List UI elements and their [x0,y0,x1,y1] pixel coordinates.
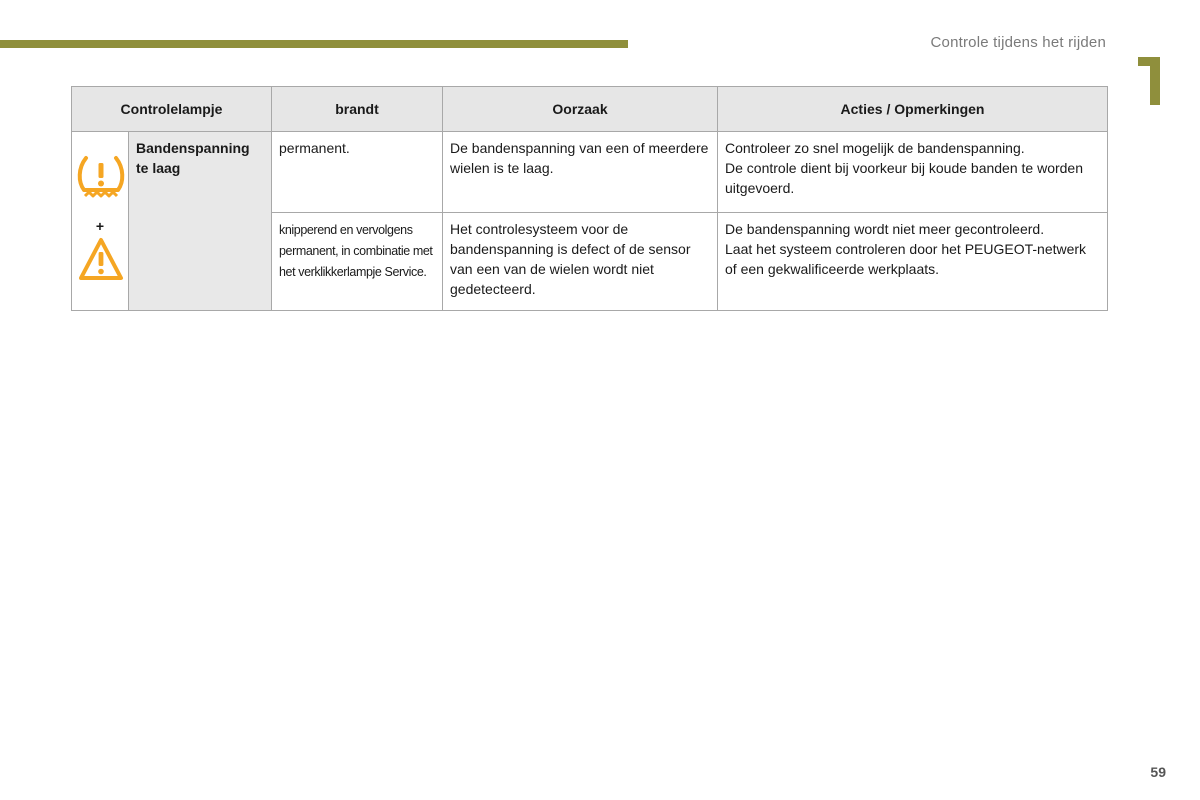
action-line: De bandenspanning wordt niet meer gecontroleerd. [725,221,1045,238]
column-header-controlelampje: Controlelampje [72,87,272,132]
oorzaak-cell: De bandenspanning van een of meerdere wielen is te laag. [443,132,718,213]
action-line: Controleer zo snel mogelijk de bandenspanning. [725,140,1025,156]
accent-bar [0,40,628,48]
action-line: Laat het systeem controleren door het PEUGEOT-netwerk of een gekwalificeerde werkplaats. [725,241,1087,278]
chapter-number [1138,57,1160,105]
table-header-row [72,87,1108,132]
acties-cell [718,132,1108,213]
action-line: De controle dient bij voorkeur bij koude banden te worden uitgevoerd. [725,160,1084,196]
column-header-oorzaak: Oorzaak [443,87,718,132]
column-header-brandt: brandt [272,87,443,132]
table-row [72,132,1108,213]
acties-cell [718,213,1108,311]
oorzaak-cell: Het controlesysteem voor de bandenspanning is defect of de sensor van een van de wielen wordt niet gedetecteerd. [443,213,718,311]
section-title: Controle tijdens het rijden [930,34,1106,51]
warning-triangle-icon [77,236,125,282]
warning-lamp-table [71,86,1108,311]
lamp-icon-cell [72,132,129,311]
plus-sign: + [95,218,105,234]
brandt-text: knipperend en vervolgens permanent, in combinatie met het verklikkerlampje Service. [279,223,433,280]
column-header-acties: Acties / Opmerkingen [718,87,1108,132]
lamp-name: Bandenspanning te laag [129,132,272,311]
tire-pressure-icon [77,152,125,200]
brandt-cell [272,213,443,311]
page-number: 59 [1150,764,1166,780]
brandt-cell: permanent. [272,132,443,213]
